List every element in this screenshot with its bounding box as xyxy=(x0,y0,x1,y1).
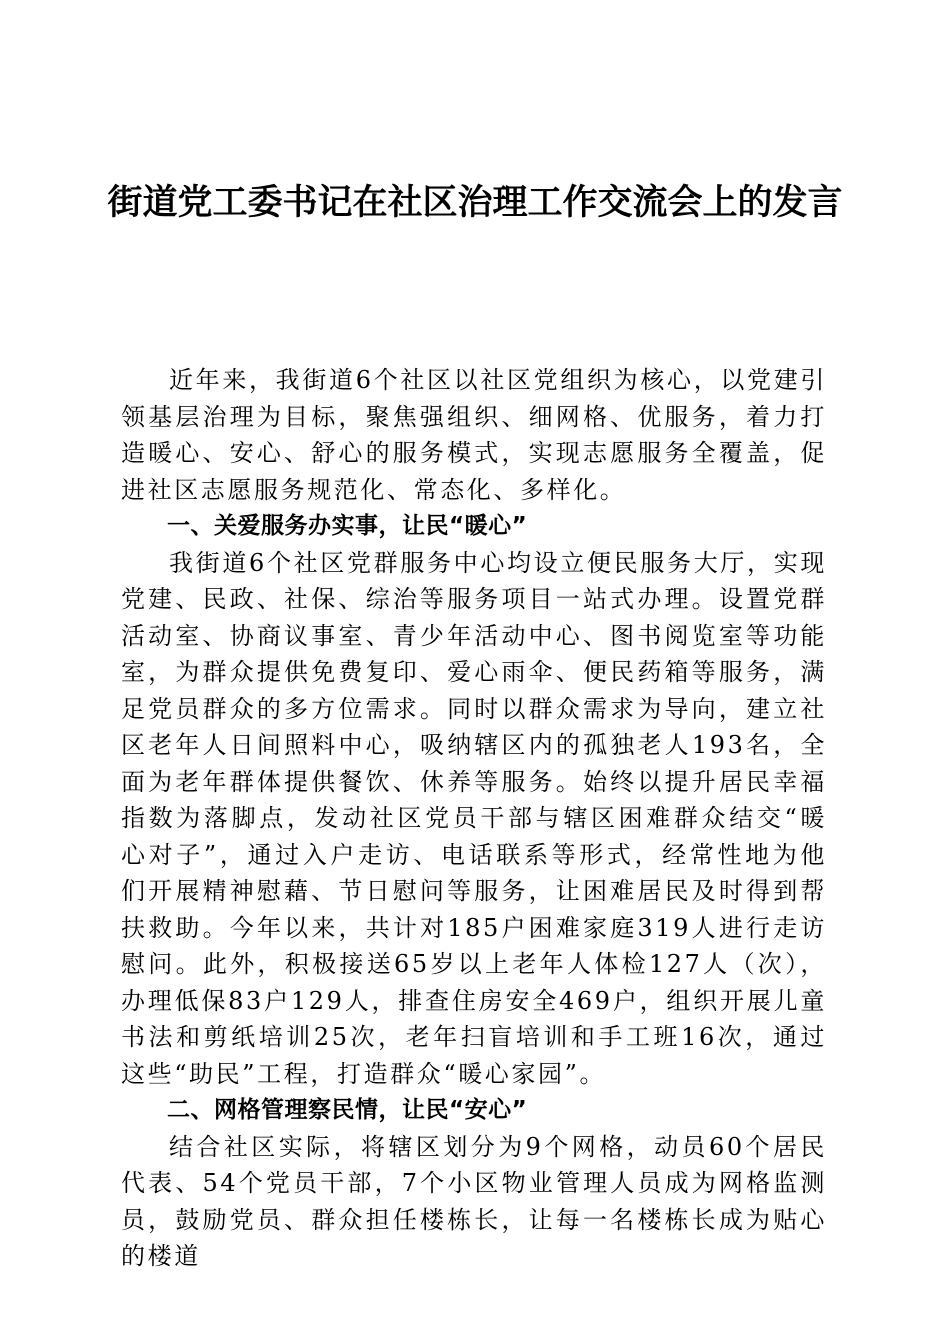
paragraph-section-2: 结合社区实际，将辖区划分为9个网格，动员60个居民代表、54个党员干部，7个小区物业管理人员成为网格监测员，鼓励党员、群众担任楼栋长，让每一名楼栋长成为贴心的楼道 xyxy=(121,1132,827,1270)
paragraph-intro: 近年来，我街道6个社区以社区党组织为核心，以党建引领基层治理为目标，聚焦强组织、细网格、优服务，着力打造暖心、安心、舒心的服务模式，实现志愿服务全覆盖，促进社区志愿服务规范化、常态化、多样化。 xyxy=(121,366,827,504)
paragraph-section-1: 我街道6个社区党群服务中心均设立便民服务大厅，实现党建、民政、社保、综治等服务项目一站式办理。设置党群活动室、协商议事室、青少年活动中心、图书阅览室等功能室，为群众提供免费复印、爱心雨伞、便民药箱等服务，满足党员群众的多方位需求。同时以群众需求为导向，建立社区老年人日间照料中心，吸纳辖区内的孤独老人193名，全面为老年群体提供餐饮、休养等服务。始终以提升居民幸福指数为落脚点，发动社区党员干部与辖区困难群众结交“暖心对子”，通过入户走访、电话联系等形式，经常性地为他们开展精神慰藉、节日慰问等服务，让困难居民及时得到帮扶救助。今年以来，共计对185户困难家庭319人进行走访慰问。此外，积极接送65岁以上老年人体检127人（次），办理低保83户129人，排查住房安全469户，组织开展儿童书法和剪纸培训25次，老年扫盲培训和手工班16次，通过这些“助民”工程，打造群众“暖心家园”。 xyxy=(121,548,827,1088)
document-body xyxy=(121,362,827,1275)
document-title: 街道党工委书记在社区治理工作交流会上的发言 xyxy=(107,182,843,223)
section-heading-1: 一、关爱服务办实事，让民“暖心” xyxy=(167,513,528,539)
section-heading-2: 二、网格管理察民情，让民“安心” xyxy=(167,1097,528,1123)
